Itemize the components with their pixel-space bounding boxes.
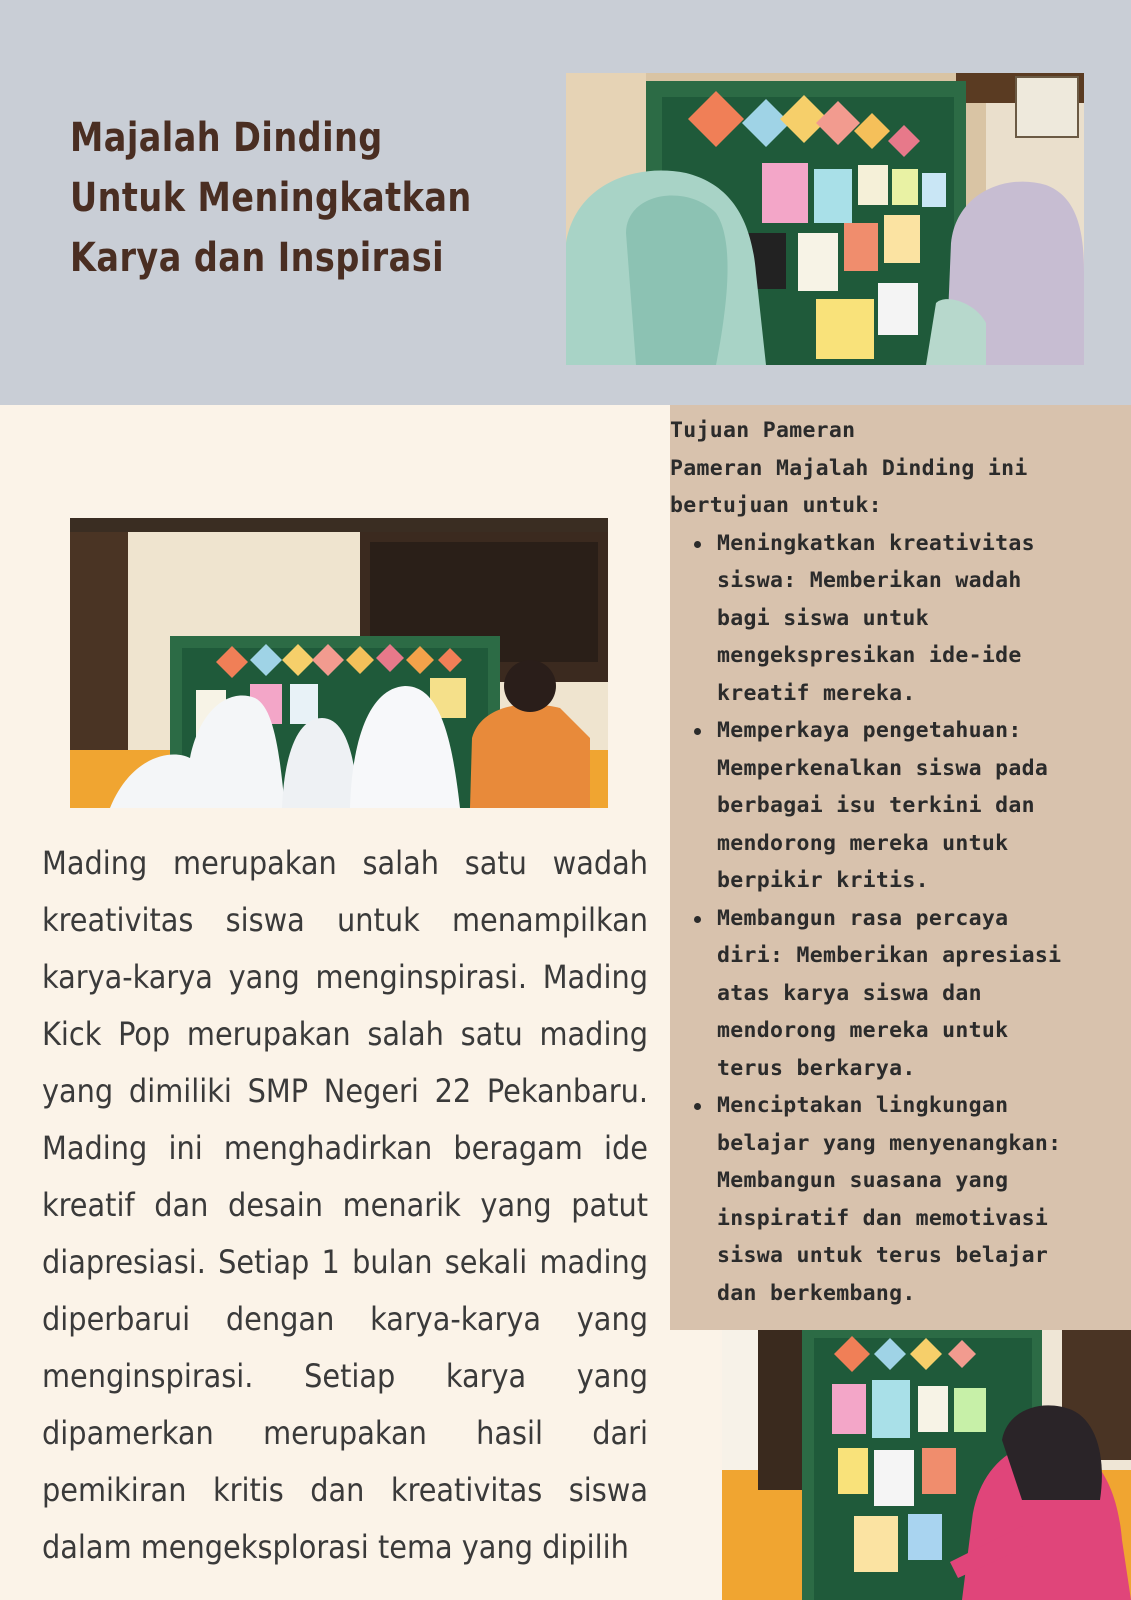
paragraph-word: kreativitas bbox=[42, 901, 194, 939]
paragraph-word: siswa bbox=[568, 1471, 648, 1509]
objective-line: Membangun rasa percaya bbox=[717, 905, 1009, 931]
paragraph-word: 22 bbox=[434, 1072, 472, 1110]
paragraph-line bbox=[42, 1462, 648, 1519]
paragraph-word: kreatif bbox=[42, 1186, 135, 1224]
paragraph-word: hasil bbox=[476, 1414, 543, 1452]
paragraph-word: yang bbox=[42, 1072, 114, 1110]
paragraph-line bbox=[42, 1006, 648, 1063]
photo-students-at-board bbox=[566, 73, 1084, 365]
paragraph-word: merupakan bbox=[263, 1414, 427, 1452]
paragraph-word: Negeri bbox=[323, 1072, 419, 1110]
paragraph-word: menghadirkan bbox=[223, 1129, 433, 1167]
objective-line: mengekspresikan ide-ide bbox=[717, 643, 1022, 668]
paragraph-word: karya bbox=[445, 1357, 527, 1395]
paragraph-word: Pop bbox=[118, 1015, 171, 1053]
paragraph-word: dari bbox=[592, 1414, 648, 1452]
paragraph-word: yang bbox=[576, 1300, 648, 1338]
paragraph-word: menampilkan bbox=[451, 901, 648, 939]
objective-line: terus berkarya. bbox=[717, 1055, 916, 1081]
paragraph-line bbox=[42, 1348, 648, 1405]
paragraph-word: salah bbox=[362, 844, 440, 882]
objective-line: diri: Memberikan apresiasi bbox=[717, 943, 1062, 968]
article-paragraph bbox=[42, 835, 648, 1576]
objective-line: Membangun suasana yang bbox=[717, 1168, 1009, 1193]
paragraph-word: ide bbox=[603, 1129, 648, 1167]
paragraph-word: karya-karya bbox=[370, 1300, 541, 1338]
objective-line: siswa untuk terus belajar bbox=[717, 1243, 1049, 1268]
paragraph-word: karya-karya bbox=[42, 958, 213, 996]
paragraph-word: 1 bbox=[321, 1243, 340, 1281]
objective-item bbox=[670, 712, 1120, 900]
paragraph-word: Kick bbox=[42, 1015, 102, 1053]
paragraph-word: dan bbox=[154, 1186, 209, 1224]
paragraph-word: dimiliki bbox=[128, 1072, 232, 1110]
paragraph-word: yang bbox=[576, 1357, 648, 1395]
objective-item bbox=[670, 1087, 1120, 1312]
objectives-heading: Tujuan Pameran bbox=[670, 418, 856, 443]
paragraph-word: Mading bbox=[542, 958, 648, 996]
photo-student-decorating-board bbox=[722, 1330, 1131, 1600]
paragraph-word: kreativitas bbox=[390, 1471, 543, 1509]
paragraph-word: dengan bbox=[225, 1300, 335, 1338]
objectives-intro-line: bertujuan untuk: bbox=[670, 493, 882, 518]
objective-line: kreatif mereka. bbox=[717, 680, 916, 706]
objective-line: berpikir kritis. bbox=[717, 868, 929, 893]
paragraph-word: Pekanbaru. bbox=[486, 1072, 648, 1110]
objective-line: inspiratif dan memotivasi bbox=[717, 1205, 1049, 1231]
paragraph-word: desain bbox=[228, 1186, 323, 1224]
paragraph-word: menginspirasi. bbox=[42, 1357, 254, 1395]
objective-line: Memperkenalkan siswa pada bbox=[717, 755, 1049, 781]
paragraph-word: merupakan bbox=[186, 1015, 351, 1053]
paragraph-word: bulan bbox=[352, 1243, 433, 1281]
paragraph-word: SMP bbox=[247, 1072, 309, 1110]
objectives-text bbox=[670, 412, 1120, 1312]
paragraph-word: sekali bbox=[444, 1243, 528, 1281]
paragraph-word: satu bbox=[464, 844, 527, 882]
objective-line: berbagai isu terkini dan bbox=[717, 793, 1035, 818]
paragraph-word: Mading bbox=[42, 844, 148, 882]
photo-students-viewing-board bbox=[70, 518, 608, 808]
paragraph-line bbox=[42, 892, 648, 949]
paragraph-line bbox=[42, 835, 648, 892]
objective-line: Menciptakan lingkungan bbox=[717, 1093, 1009, 1118]
paragraph-word: yang bbox=[228, 958, 300, 996]
paragraph-word: diperbarui bbox=[42, 1300, 191, 1338]
objective-line: mendorong mereka untuk bbox=[717, 1018, 1009, 1043]
paragraph-line: dalam mengeksplorasi tema yang dipilih bbox=[42, 1528, 629, 1566]
page-title bbox=[70, 108, 479, 288]
title-line: Majalah Dinding bbox=[70, 115, 383, 161]
paragraph-line bbox=[42, 1291, 648, 1348]
paragraph-line bbox=[42, 1120, 648, 1177]
paragraph-line bbox=[42, 949, 648, 1006]
paragraph-word: salah bbox=[367, 1015, 444, 1053]
title-line: Untuk Meningkatkan bbox=[70, 175, 472, 221]
paragraph-word: pemikiran bbox=[42, 1471, 187, 1509]
objectives-intro-line: Pameran Majalah Dinding ini bbox=[670, 455, 1028, 481]
paragraph-line bbox=[42, 1177, 648, 1234]
objective-line: siswa: Memberikan wadah bbox=[717, 568, 1022, 593]
paragraph-word: Setiap bbox=[218, 1243, 310, 1281]
title-line: Karya dan Inspirasi bbox=[70, 235, 445, 281]
paragraph-word: satu bbox=[460, 1015, 523, 1053]
paragraph-word: beragam bbox=[453, 1129, 583, 1167]
objective-line: atas karya siswa dan bbox=[717, 980, 982, 1006]
paragraph-word: menginspirasi. bbox=[315, 958, 527, 996]
paragraph-word: dipamerkan bbox=[42, 1414, 214, 1452]
objective-line: dan berkembang. bbox=[717, 1280, 916, 1306]
paragraph-word: mading bbox=[539, 1243, 648, 1281]
paragraph-word: siswa bbox=[225, 901, 305, 939]
paragraph-line bbox=[42, 1234, 648, 1291]
objective-line: Memperkaya pengetahuan: bbox=[717, 718, 1022, 743]
objective-item bbox=[670, 900, 1120, 1088]
objectives-list bbox=[670, 525, 1120, 1313]
paragraph-word: yang bbox=[480, 1186, 552, 1224]
paragraph-word: diapresiasi. bbox=[42, 1243, 206, 1281]
paragraph-word: kritis bbox=[212, 1471, 284, 1509]
paragraph-word: untuk bbox=[337, 901, 420, 939]
objective-line: belajar yang menyenangkan: bbox=[717, 1130, 1062, 1156]
paragraph-word: merupakan bbox=[173, 844, 337, 882]
objective-line: mendorong mereka untuk bbox=[717, 830, 1009, 856]
paragraph-line bbox=[42, 1405, 648, 1462]
objective-line: bagi siswa untuk bbox=[717, 605, 929, 631]
paragraph-word: dan bbox=[310, 1471, 365, 1509]
paragraph-word: wadah bbox=[552, 844, 648, 882]
paragraph-word: patut bbox=[571, 1186, 648, 1224]
paragraph-line bbox=[42, 1063, 648, 1120]
paragraph-word: ini bbox=[168, 1129, 203, 1167]
paragraph-word: menarik bbox=[342, 1186, 461, 1224]
objective-line: Meningkatkan kreativitas bbox=[717, 530, 1035, 556]
paragraph-word: mading bbox=[539, 1015, 648, 1053]
paragraph-word: Setiap bbox=[304, 1357, 396, 1395]
objective-item bbox=[670, 525, 1120, 713]
paragraph-word: Mading bbox=[42, 1129, 148, 1167]
